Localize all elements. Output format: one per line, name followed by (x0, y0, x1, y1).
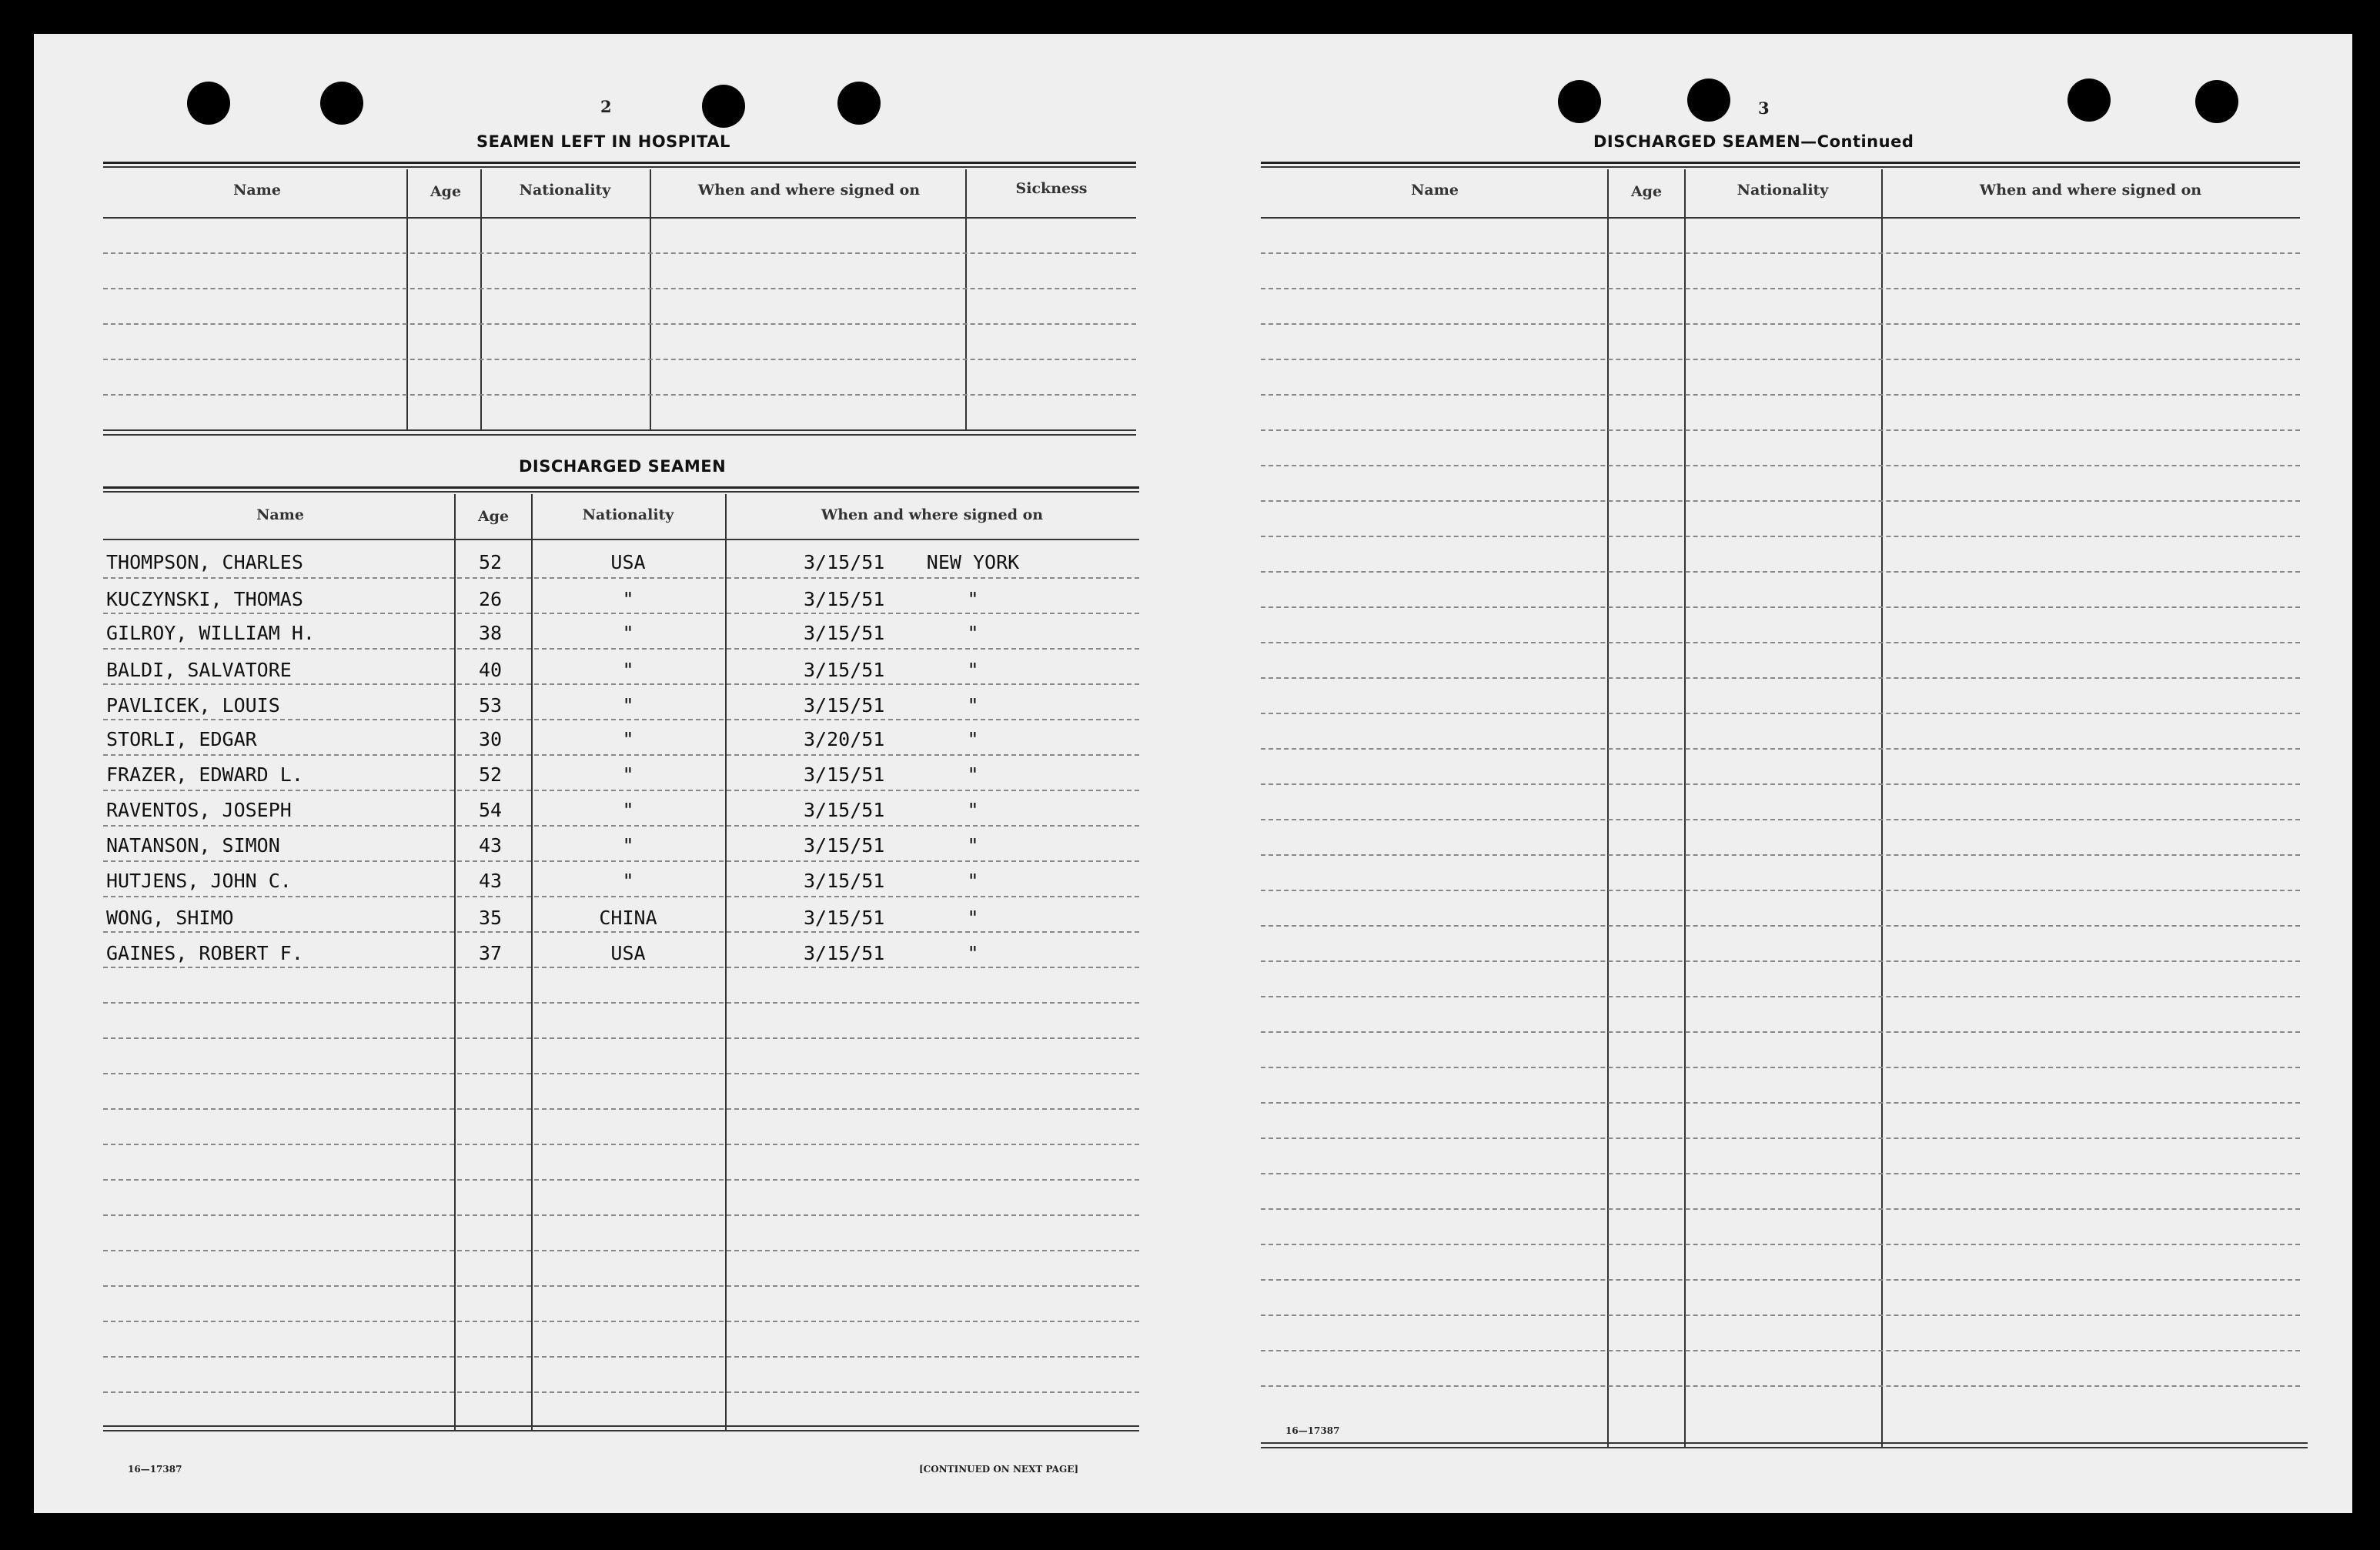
seaman-name: STORLI, EDGAR (106, 728, 257, 750)
table-top-rule (1261, 166, 2300, 168)
column-header-sickness: Sickness (1015, 180, 1088, 197)
row-line (1261, 536, 2300, 537)
form-number: 16—17387 (1285, 1425, 1340, 1436)
row-line (1261, 571, 2300, 573)
seaman-nationality: USA (610, 942, 646, 964)
column-divider (454, 494, 456, 1430)
row-line (1261, 1173, 2300, 1174)
row-line (103, 1285, 1139, 1287)
table-top-rule (103, 166, 1136, 168)
row-line (1261, 500, 2300, 502)
row-line (103, 683, 1139, 685)
seaman-age: 37 (479, 942, 503, 964)
seaman-name: WONG, SHIMO (106, 907, 234, 929)
row-line (1261, 748, 2300, 750)
row-line (1261, 1350, 2300, 1351)
table-bottom-rule (103, 429, 1136, 431)
seaman-nationality: " (622, 588, 634, 610)
seaman-age: 26 (479, 588, 503, 610)
column-header-name: Name (233, 182, 281, 199)
row-line (103, 252, 1136, 254)
column-header-nationality: Nationality (582, 506, 674, 523)
table-top-rule (103, 491, 1139, 493)
discharged-section-title: DISCHARGED SEAMEN (519, 457, 727, 476)
punch-hole (837, 82, 881, 125)
row-line (103, 1214, 1139, 1216)
column-divider (965, 169, 967, 431)
page-number: 3 (1758, 99, 1770, 118)
row-line (103, 648, 1139, 650)
signed-on-place: " (967, 870, 979, 892)
punch-hole (2195, 80, 2238, 123)
seaman-name: RAVENTOS, JOSEPH (106, 799, 292, 821)
seaman-nationality: CHINA (599, 907, 657, 929)
seaman-nationality: " (622, 694, 634, 717)
signed-on-place: " (967, 763, 979, 786)
row-line (1261, 960, 2300, 962)
seaman-age: 43 (479, 834, 503, 857)
punch-hole (702, 85, 745, 128)
row-line (103, 1144, 1139, 1145)
punch-hole (2067, 79, 2111, 122)
signed-on-date: 3/15/51 (804, 622, 885, 644)
row-line (103, 967, 1139, 968)
row-line (103, 1356, 1139, 1358)
hospital-section-title: SEAMEN LEFT IN HOSPITAL (476, 132, 730, 151)
row-line (103, 1321, 1139, 1322)
row-line (103, 394, 1136, 396)
signed-on-place: " (967, 834, 979, 857)
column-divider (480, 169, 482, 431)
row-line (103, 1002, 1139, 1004)
signed-on-date: 3/15/51 (804, 659, 885, 681)
row-line (1261, 323, 2300, 325)
column-divider (725, 494, 727, 1430)
row-line (103, 1391, 1139, 1393)
seaman-name: GAINES, ROBERT F. (106, 942, 303, 964)
row-line (103, 1250, 1139, 1251)
seaman-name: HUTJENS, JOHN C. (106, 870, 292, 892)
signed-on-date: 3/15/51 (804, 551, 885, 573)
seaman-name: THOMPSON, CHARLES (106, 551, 303, 573)
signed-on-place: NEW YORK (926, 551, 1020, 573)
column-header-when-where: When and where signed on (697, 182, 921, 199)
seaman-age: 35 (479, 907, 503, 929)
table-top-rule (1261, 162, 2300, 164)
row-line (103, 1179, 1139, 1181)
seaman-age: 52 (479, 551, 503, 573)
signed-on-date: 3/20/51 (804, 728, 885, 750)
document-sheet (34, 34, 2352, 1513)
column-divider (1684, 169, 1686, 1447)
row-line (1261, 394, 2300, 396)
seaman-name: BALDI, SALVATORE (106, 659, 292, 681)
row-line (103, 931, 1139, 933)
continued-note: [CONTINUED ON NEXT PAGE] (919, 1464, 1079, 1475)
row-line (1261, 1279, 2300, 1281)
row-line (1261, 854, 2300, 856)
seaman-name: GILROY, WILLIAM H. (106, 622, 315, 644)
seaman-nationality: " (622, 659, 634, 681)
continued-section-title (1593, 132, 1914, 151)
signed-on-date: 3/15/51 (804, 694, 885, 717)
column-divider (1607, 169, 1609, 1447)
row-line (1261, 1031, 2300, 1033)
seaman-nationality: " (622, 763, 634, 786)
row-line (103, 577, 1139, 579)
column-divider (650, 169, 651, 431)
column-divider (1881, 169, 1883, 1447)
column-header-when-where: When and where signed on (1979, 182, 2202, 199)
column-header-name: Name (256, 506, 304, 523)
seaman-nationality: " (622, 834, 634, 857)
row-line (1261, 890, 2300, 891)
column-header-age: Age (1630, 183, 1663, 200)
row-line (1261, 1137, 2300, 1139)
signed-on-date: 3/15/51 (804, 870, 885, 892)
row-line (1261, 819, 2300, 820)
punch-hole (320, 82, 363, 125)
row-line (1261, 1067, 2300, 1068)
seaman-age: 53 (479, 694, 503, 717)
seaman-name: KUCZYNSKI, THOMAS (106, 588, 303, 610)
signed-on-place: " (967, 588, 979, 610)
table-bottom-rule (1261, 1442, 2308, 1444)
seaman-name: FRAZER, EDWARD L. (106, 763, 303, 786)
row-line (1261, 429, 2300, 431)
table-bottom-rule (103, 1425, 1139, 1427)
row-line (103, 1108, 1139, 1110)
row-line (103, 613, 1139, 614)
table-bottom-rule (103, 434, 1136, 436)
table-top-rule (103, 162, 1136, 164)
row-line (1261, 288, 2300, 289)
row-line (103, 754, 1139, 756)
row-line (1261, 252, 2300, 254)
column-header-nationality: Nationality (519, 182, 611, 199)
row-line (103, 288, 1136, 289)
seaman-name: NATANSON, SIMON (106, 834, 280, 857)
row-line (1261, 677, 2300, 679)
signed-on-date: 3/15/51 (804, 834, 885, 857)
row-line (103, 790, 1139, 791)
seaman-nationality: " (622, 728, 634, 750)
row-line (1261, 783, 2300, 785)
signed-on-date: 3/15/51 (804, 799, 885, 821)
column-header-name: Name (1411, 182, 1459, 199)
row-line (1261, 1244, 2300, 1245)
row-line (103, 323, 1136, 325)
row-line (1261, 1208, 2300, 1210)
signed-on-place: " (967, 907, 979, 929)
row-line (103, 1037, 1139, 1039)
row-line (103, 719, 1139, 720)
column-header-when-where: When and where signed on (821, 506, 1044, 523)
page-number: 2 (600, 97, 612, 116)
column-header-nationality: Nationality (1737, 182, 1829, 199)
seaman-age: 54 (479, 799, 503, 821)
signed-on-place: " (967, 942, 979, 964)
punch-hole (1558, 80, 1601, 123)
signed-on-place: " (967, 659, 979, 681)
row-line (1261, 1385, 2300, 1387)
signed-on-place: " (967, 728, 979, 750)
row-line (1261, 359, 2300, 360)
seaman-nationality: " (622, 870, 634, 892)
table-bottom-rule (103, 1430, 1139, 1431)
signed-on-place: " (967, 622, 979, 644)
title-suffix: —Continued (1800, 132, 1914, 151)
signed-on-date: 3/15/51 (804, 763, 885, 786)
row-line (1261, 925, 2300, 927)
table-bottom-rule (1261, 1447, 2308, 1448)
column-header-age: Age (477, 508, 510, 525)
row-line (103, 359, 1136, 360)
row-line (103, 860, 1139, 862)
seaman-nationality: " (622, 799, 634, 821)
header-underline (103, 539, 1139, 540)
row-line (1261, 713, 2300, 714)
column-divider (406, 169, 408, 431)
signed-on-place: " (967, 694, 979, 717)
row-line (1261, 1314, 2300, 1316)
header-underline (103, 217, 1136, 219)
table-top-rule (103, 486, 1139, 489)
punch-hole (187, 82, 230, 125)
row-line (1261, 606, 2300, 608)
signed-on-place: " (967, 799, 979, 821)
seaman-age: 43 (479, 870, 503, 892)
row-line (1261, 996, 2300, 997)
column-header-age: Age (430, 183, 462, 200)
seaman-age: 38 (479, 622, 503, 644)
signed-on-date: 3/15/51 (804, 942, 885, 964)
row-line (1261, 465, 2300, 466)
seaman-nationality: USA (610, 551, 646, 573)
signed-on-date: 3/15/51 (804, 588, 885, 610)
signed-on-date: 3/15/51 (804, 907, 885, 929)
row-line (103, 825, 1139, 827)
row-line (103, 1073, 1139, 1074)
header-underline (1261, 217, 2300, 219)
punch-hole (1687, 79, 1730, 122)
row-line (1261, 642, 2300, 643)
form-number: 16—17387 (128, 1464, 182, 1475)
seaman-name: PAVLICEK, LOUIS (106, 694, 280, 717)
row-line (1261, 1102, 2300, 1104)
row-line (103, 896, 1139, 897)
seaman-age: 30 (479, 728, 503, 750)
title-main: DISCHARGED SEAMEN (1593, 132, 1801, 151)
seaman-nationality: " (622, 622, 634, 644)
seaman-age: 52 (479, 763, 503, 786)
seaman-age: 40 (479, 659, 503, 681)
